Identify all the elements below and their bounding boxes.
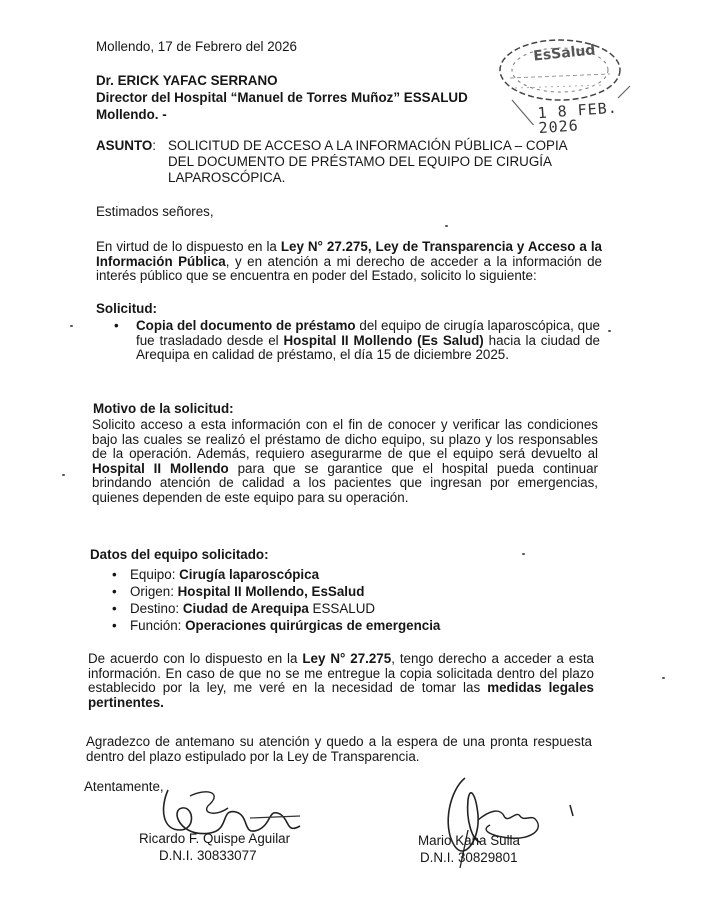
closing-paragraph: Agradezco de antemano su atención y quedo a la espera de una pronta respuesta dentro del plazo estipulado por la Ley de Transparencia. [86, 734, 592, 764]
recipient-position: Director del Hospital “Manuel de Torres Muñoz” ESSALUD [96, 90, 468, 105]
request-item: • Copia del documento de préstamo del equipo de cirugía laparoscópica, que fue trasladado desde el Hospital II Mollendo (Es Salud) hacia la ciudad de Arequipa en calidad de préstamo, el día 15 de diciembre 2025. [114, 318, 601, 363]
scan-speck [522, 553, 525, 555]
intro-law: Ley N° 27.275, Ley de Transparencia y Acceso a la Información Pública [96, 239, 603, 269]
recipient-city: Mollendo. - [96, 107, 167, 122]
list-item: • Destino: Ciudad de Arequipa ESSALUD [112, 601, 376, 616]
signer-1-name: Ricardo F. Quispe Aguilar [139, 831, 291, 846]
scan-speck [662, 677, 665, 679]
subject-line-3: LAPAROSCÓPICA. [168, 170, 286, 185]
scan-speck [70, 325, 73, 327]
signer-1-block [139, 830, 290, 864]
signer-2-name: Mario Kana Sulla [418, 833, 520, 848]
signer-1-dni: D.N.I. 30833077 [159, 848, 257, 863]
motive-paragraph: Solicito acceso a esta información con el fin de conocer y verificar las condiciones bajo las cuales se realizó el préstamo de dicho equipo, su plazo y los responsables de la operación. Además, requiero asegurarme de que el equipo será devuelto al Hospital II Mollendo para que se garantice que el hospital pueda continuar brindando atención de calidad a los pacientes que ingresan por emergencias, quienes dependen de este equipo para su operación. [92, 417, 598, 505]
farewell: Atentamente, [84, 779, 164, 794]
equipment-list [112, 566, 441, 634]
request-title: Solicitud: [96, 301, 157, 316]
subject-line-2: DEL DOCUMENTO DE PRÉSTAMO DEL EQUIPO DE CIRUGÍA [168, 154, 552, 169]
subject-label: ASUNTO [96, 138, 153, 153]
scan-speck [608, 330, 611, 332]
scan-speck [445, 225, 448, 227]
place-date: Mollendo, 17 de Febrero del 2026 [96, 39, 297, 54]
intro-paragraph: En virtud de lo dispuesto en la Ley N° 27.275, Ley de Transparencia y Acceso a la Información Pública, y en atención a mi derecho de acceder a la información de interés público que se encuentra en poder del Estado, solicito lo siguiente: [96, 239, 603, 284]
stamp-date: 1 8 FEB. 2026 [536, 98, 619, 137]
greeting: Estimados señores, [96, 204, 214, 219]
bullet-icon: • [114, 318, 119, 333]
recipient-name: Dr. ERICK YAFAC SERRANO [96, 73, 278, 88]
list-item: • Origen: Hospital II Mollendo, EsSalud [112, 584, 365, 599]
subject-block: ASUNTO: SOLICITUD DE ACCESO A LA INFORMACIÓN PÚBLICA – COPIA DEL DOCUMENTO DE PRÉSTAMO DEL EQUIPO DE CIRUGÍA LAPAROSCÓPICA. [96, 138, 616, 154]
subject-line-1: SOLICITUD DE ACCESO A LA INFORMACIÓN PÚBLICA – COPIA [168, 138, 568, 153]
list-item: • Equipo: Cirugía laparoscópica [112, 567, 320, 582]
reception-stamp [478, 14, 678, 144]
list-item: • Función: Operaciones quirúrgicas de emergencia [112, 618, 441, 633]
motive-title: Motivo de la solicitud: [93, 401, 234, 416]
scan-speck [62, 474, 65, 476]
signer-2-dni: D.N.I. 30829801 [420, 850, 518, 865]
equipment-title: Datos del equipo solicitado: [90, 547, 269, 562]
recipient-block [96, 72, 468, 123]
svg-text:EsSalud: EsSalud [532, 42, 597, 65]
legal-paragraph: De acuerdo con lo dispuesto en la Ley N° 27.275, tengo derecho a acceder a esta información. En caso de que no se me entregue la copia solicitada dentro del plazo establecido por la ley, me veré en la necesidad de tomar las medidas legales pertinentes. [88, 651, 595, 710]
signer-2-block [418, 832, 520, 866]
